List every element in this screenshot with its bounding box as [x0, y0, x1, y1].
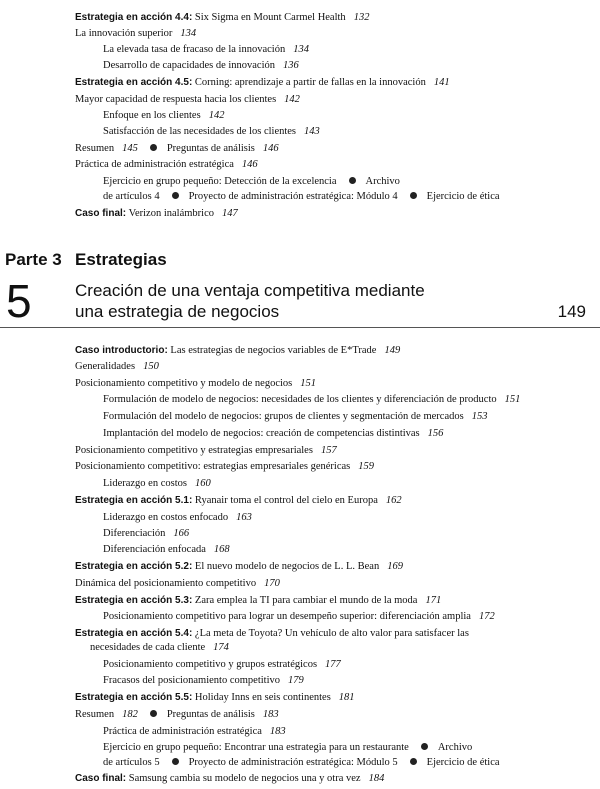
toc-entry[interactable] — [75, 11, 369, 24]
toc-entry[interactable] — [75, 577, 280, 590]
entry-page: 142 — [284, 94, 300, 105]
entry-page: 151 — [504, 394, 521, 405]
entry-page: 172 — [478, 611, 495, 622]
entry-page-2: 183 — [262, 709, 279, 720]
bullet-icon — [410, 758, 417, 765]
entry-text: Satisfacción de las necesidades de los clientes — [103, 126, 297, 137]
bullet-icon — [349, 177, 356, 184]
toc-entry[interactable] — [75, 344, 400, 357]
entry-text: Liderazgo en costos enfocado — [103, 512, 229, 523]
toc-entry[interactable] — [75, 460, 374, 473]
toc-entry[interactable] — [75, 360, 159, 373]
toc-entry[interactable] — [103, 477, 211, 490]
toc-entry[interactable] — [103, 393, 520, 406]
toc-entry[interactable] — [103, 511, 252, 524]
toc-entry-continuation[interactable] — [90, 641, 229, 654]
entry-text: Posicionamiento competitivo y modelo de negocios — [75, 378, 293, 389]
toc-entry[interactable] — [75, 494, 402, 507]
entry-label: Estrategia en acción 5.2: — [75, 561, 193, 572]
entry-text: de artículos 5 — [103, 757, 160, 768]
entry-page: 157 — [320, 445, 337, 456]
toc-entry[interactable] — [103, 109, 224, 122]
entry-text: Ejercicio en grupo pequeño: Encontrar una estrategia para un restaurante — [103, 742, 409, 753]
entry-page: 149 — [384, 345, 401, 356]
entry-label: Estrategia en acción 4.4: — [75, 12, 193, 23]
entry-page: 159 — [358, 461, 374, 472]
bullet-icon — [172, 758, 179, 765]
entry-label: Estrategia en acción 4.5: — [75, 77, 193, 88]
entry-text: Diferenciación — [103, 528, 166, 539]
entry-text: Desarrollo de capacidades de innovación — [103, 60, 276, 71]
entry-page: 134 — [180, 28, 197, 39]
bullet-icon — [150, 710, 157, 717]
entry-label: Estrategia en acción 5.1: — [75, 495, 193, 506]
entry-page: 166 — [173, 528, 190, 539]
entry-text: Dinámica del posicionamiento competitivo — [75, 578, 257, 589]
bullet-icon — [150, 144, 157, 151]
entry-label: Caso final: — [75, 208, 127, 219]
entry-text: Las estrategias de negocios variables de E*Trade — [170, 345, 377, 356]
chapter-title[interactable] — [75, 280, 425, 322]
entry-text: Posicionamiento competitivo y estrategias empresariales — [75, 445, 313, 456]
toc-entry[interactable] — [75, 76, 450, 89]
entry-text-2: Archivo — [437, 742, 473, 753]
toc-entry[interactable] — [75, 560, 403, 573]
entry-text: Posicionamiento competitivo y grupos estratégicos — [103, 659, 318, 670]
entry-text: de artículos 4 — [103, 191, 160, 202]
entry-text: ¿La meta de Toyota? Un vehículo de alto valor para satisfacer las — [194, 628, 469, 639]
toc-entry[interactable] — [75, 207, 238, 220]
entry-text: Samsung cambia su modelo de negocios una y otra vez — [128, 773, 361, 784]
entry-label: Caso introductorio: — [75, 345, 168, 356]
entry-page: 169 — [387, 561, 403, 572]
entry-page: 168 — [213, 544, 230, 555]
entry-text-2: Proyecto de administración estratégica: Módulo 4 — [188, 191, 398, 202]
entry-text: La elevada tasa de fracaso de la innovación — [103, 44, 286, 55]
entry-page: 147 — [222, 208, 238, 219]
entry-text: Diferenciación enfocada — [103, 544, 206, 555]
entry-text: El nuevo modelo de negocios de L. L. Bean — [194, 561, 380, 572]
entry-text: Zara emplea la TI para cambiar el mundo de la moda — [194, 595, 418, 606]
toc-entry[interactable] — [75, 708, 279, 721]
entry-page: 156 — [427, 428, 444, 439]
toc-entry[interactable] — [103, 125, 320, 138]
toc-entry[interactable] — [75, 627, 469, 640]
toc-entry[interactable] — [103, 674, 304, 687]
entry-page: 179 — [288, 675, 304, 686]
chapter-title-line-2: una estrategia de negocios — [75, 302, 280, 321]
chapter-title-line-1: Creación de una ventaja competitiva mediante — [75, 281, 425, 300]
entry-page: 143 — [304, 126, 320, 137]
entry-page: 142 — [208, 110, 225, 121]
entry-text-2: Preguntas de análisis — [166, 143, 255, 154]
entry-text: Mayor capacidad de respuesta hacia los clientes — [75, 94, 277, 105]
entry-label: Caso final: — [75, 773, 127, 784]
bullet-icon — [421, 743, 428, 750]
entry-text: La innovación superior — [75, 28, 173, 39]
toc-entry[interactable] — [103, 43, 309, 56]
toc-entry[interactable] — [75, 93, 300, 106]
toc-entry[interactable] — [75, 772, 384, 785]
entry-page: 182 — [122, 709, 138, 720]
toc-entry[interactable] — [103, 410, 487, 423]
chapter-number: 5 — [6, 275, 32, 327]
entry-text: Holiday Inns en seis continentes — [194, 692, 331, 703]
toc-entry[interactable] — [103, 527, 189, 540]
entry-page: 132 — [353, 12, 370, 23]
entry-label: Estrategia en acción 5.4: — [75, 628, 193, 639]
toc-entry[interactable] — [103, 190, 500, 203]
entry-text: Práctica de administración estratégica — [75, 159, 234, 170]
toc-entry[interactable] — [75, 594, 441, 607]
toc-entry[interactable] — [103, 427, 443, 440]
entry-page: 150 — [143, 361, 159, 372]
entry-page: 145 — [122, 143, 138, 154]
entry-text: Generalidades — [75, 361, 136, 372]
entry-page: 136 — [283, 60, 299, 71]
entry-text: necesidades de cada cliente — [90, 642, 206, 653]
toc-entry[interactable] — [75, 377, 316, 390]
entry-text: Implantación del modelo de negocios: creación de competencias distintivas — [103, 428, 420, 439]
entry-label: Estrategia en acción 5.5: — [75, 692, 193, 703]
toc-entry[interactable] — [75, 27, 196, 40]
entry-page: 171 — [425, 595, 442, 606]
entry-text: Resumen — [75, 143, 115, 154]
entry-text: Verizon inalámbrico — [128, 208, 214, 219]
toc-entry[interactable] — [75, 691, 355, 704]
entry-text: Posicionamiento competitivo para lograr un desempeño superior: diferenciación amplia — [103, 611, 471, 622]
entry-text: Liderazgo en costos — [103, 478, 187, 489]
entry-page: 160 — [194, 478, 211, 489]
entry-label: Estrategia en acción 5.3: — [75, 595, 193, 606]
entry-page: 184 — [368, 773, 385, 784]
entry-text: Corning: aprendizaje a partir de fallas en la innovación — [194, 77, 426, 88]
entry-text: Six Sigma en Mount Carmel Health — [194, 12, 346, 23]
entry-page: 174 — [213, 642, 229, 653]
toc-entry[interactable] — [103, 658, 341, 671]
entry-page-2: 146 — [262, 143, 279, 154]
part-title: Estrategias — [75, 250, 167, 269]
entry-text: Enfoque en los clientes — [103, 110, 201, 121]
entry-text-2: Proyecto de administración estratégica: Módulo 5 — [188, 757, 398, 768]
entry-text-3: Ejercicio de ética — [426, 191, 500, 202]
entry-page: 146 — [241, 159, 258, 170]
toc-entry[interactable] — [103, 610, 495, 623]
toc-entry[interactable] — [75, 158, 258, 171]
entry-text: Resumen — [75, 709, 115, 720]
chapter-page: 149 — [557, 302, 586, 321]
entry-page: 170 — [264, 578, 280, 589]
entry-text: Fracasos del posicionamiento competitivo — [103, 675, 281, 686]
entry-text-3: Ejercicio de ética — [426, 757, 500, 768]
toc-entry[interactable] — [103, 756, 500, 769]
entry-page: 153 — [471, 411, 488, 422]
entry-page: 134 — [293, 44, 309, 55]
entry-text: Ejercicio en grupo pequeño: Detección de la excelencia — [103, 176, 337, 187]
toc-entry[interactable] — [103, 741, 472, 754]
entry-text: Formulación de modelo de negocios: necesidades de los clientes y diferenciación de producto — [103, 394, 497, 405]
toc-entry[interactable] — [75, 444, 337, 457]
toc-entry[interactable] — [75, 142, 279, 155]
entry-text: Formulación del modelo de negocios: grupos de clientes y segmentación de mercados — [103, 411, 464, 422]
entry-page: 183 — [269, 726, 286, 737]
part-label: Parte 3 — [5, 250, 62, 269]
entry-page: 141 — [433, 77, 450, 88]
entry-page: 177 — [325, 659, 341, 670]
bullet-icon — [410, 192, 417, 199]
entry-text: Posicionamiento competitivo: estrategias empresariales genéricas — [75, 461, 351, 472]
entry-text: Práctica de administración estratégica — [103, 726, 262, 737]
bullet-icon — [172, 192, 179, 199]
entry-page: 181 — [338, 692, 355, 703]
toc-entry[interactable] — [103, 543, 230, 556]
entry-page: 163 — [236, 512, 252, 523]
entry-text-2: Preguntas de análisis — [166, 709, 255, 720]
toc-entry[interactable] — [103, 175, 400, 188]
entry-text-2: Archivo — [365, 176, 400, 187]
chapter-divider — [0, 327, 600, 328]
entry-page: 151 — [300, 378, 317, 389]
toc-entry[interactable] — [103, 725, 286, 738]
entry-page: 162 — [385, 495, 402, 506]
toc-entry[interactable] — [103, 59, 299, 72]
entry-text: Ryanair toma el control del cielo en Europa — [194, 495, 378, 506]
